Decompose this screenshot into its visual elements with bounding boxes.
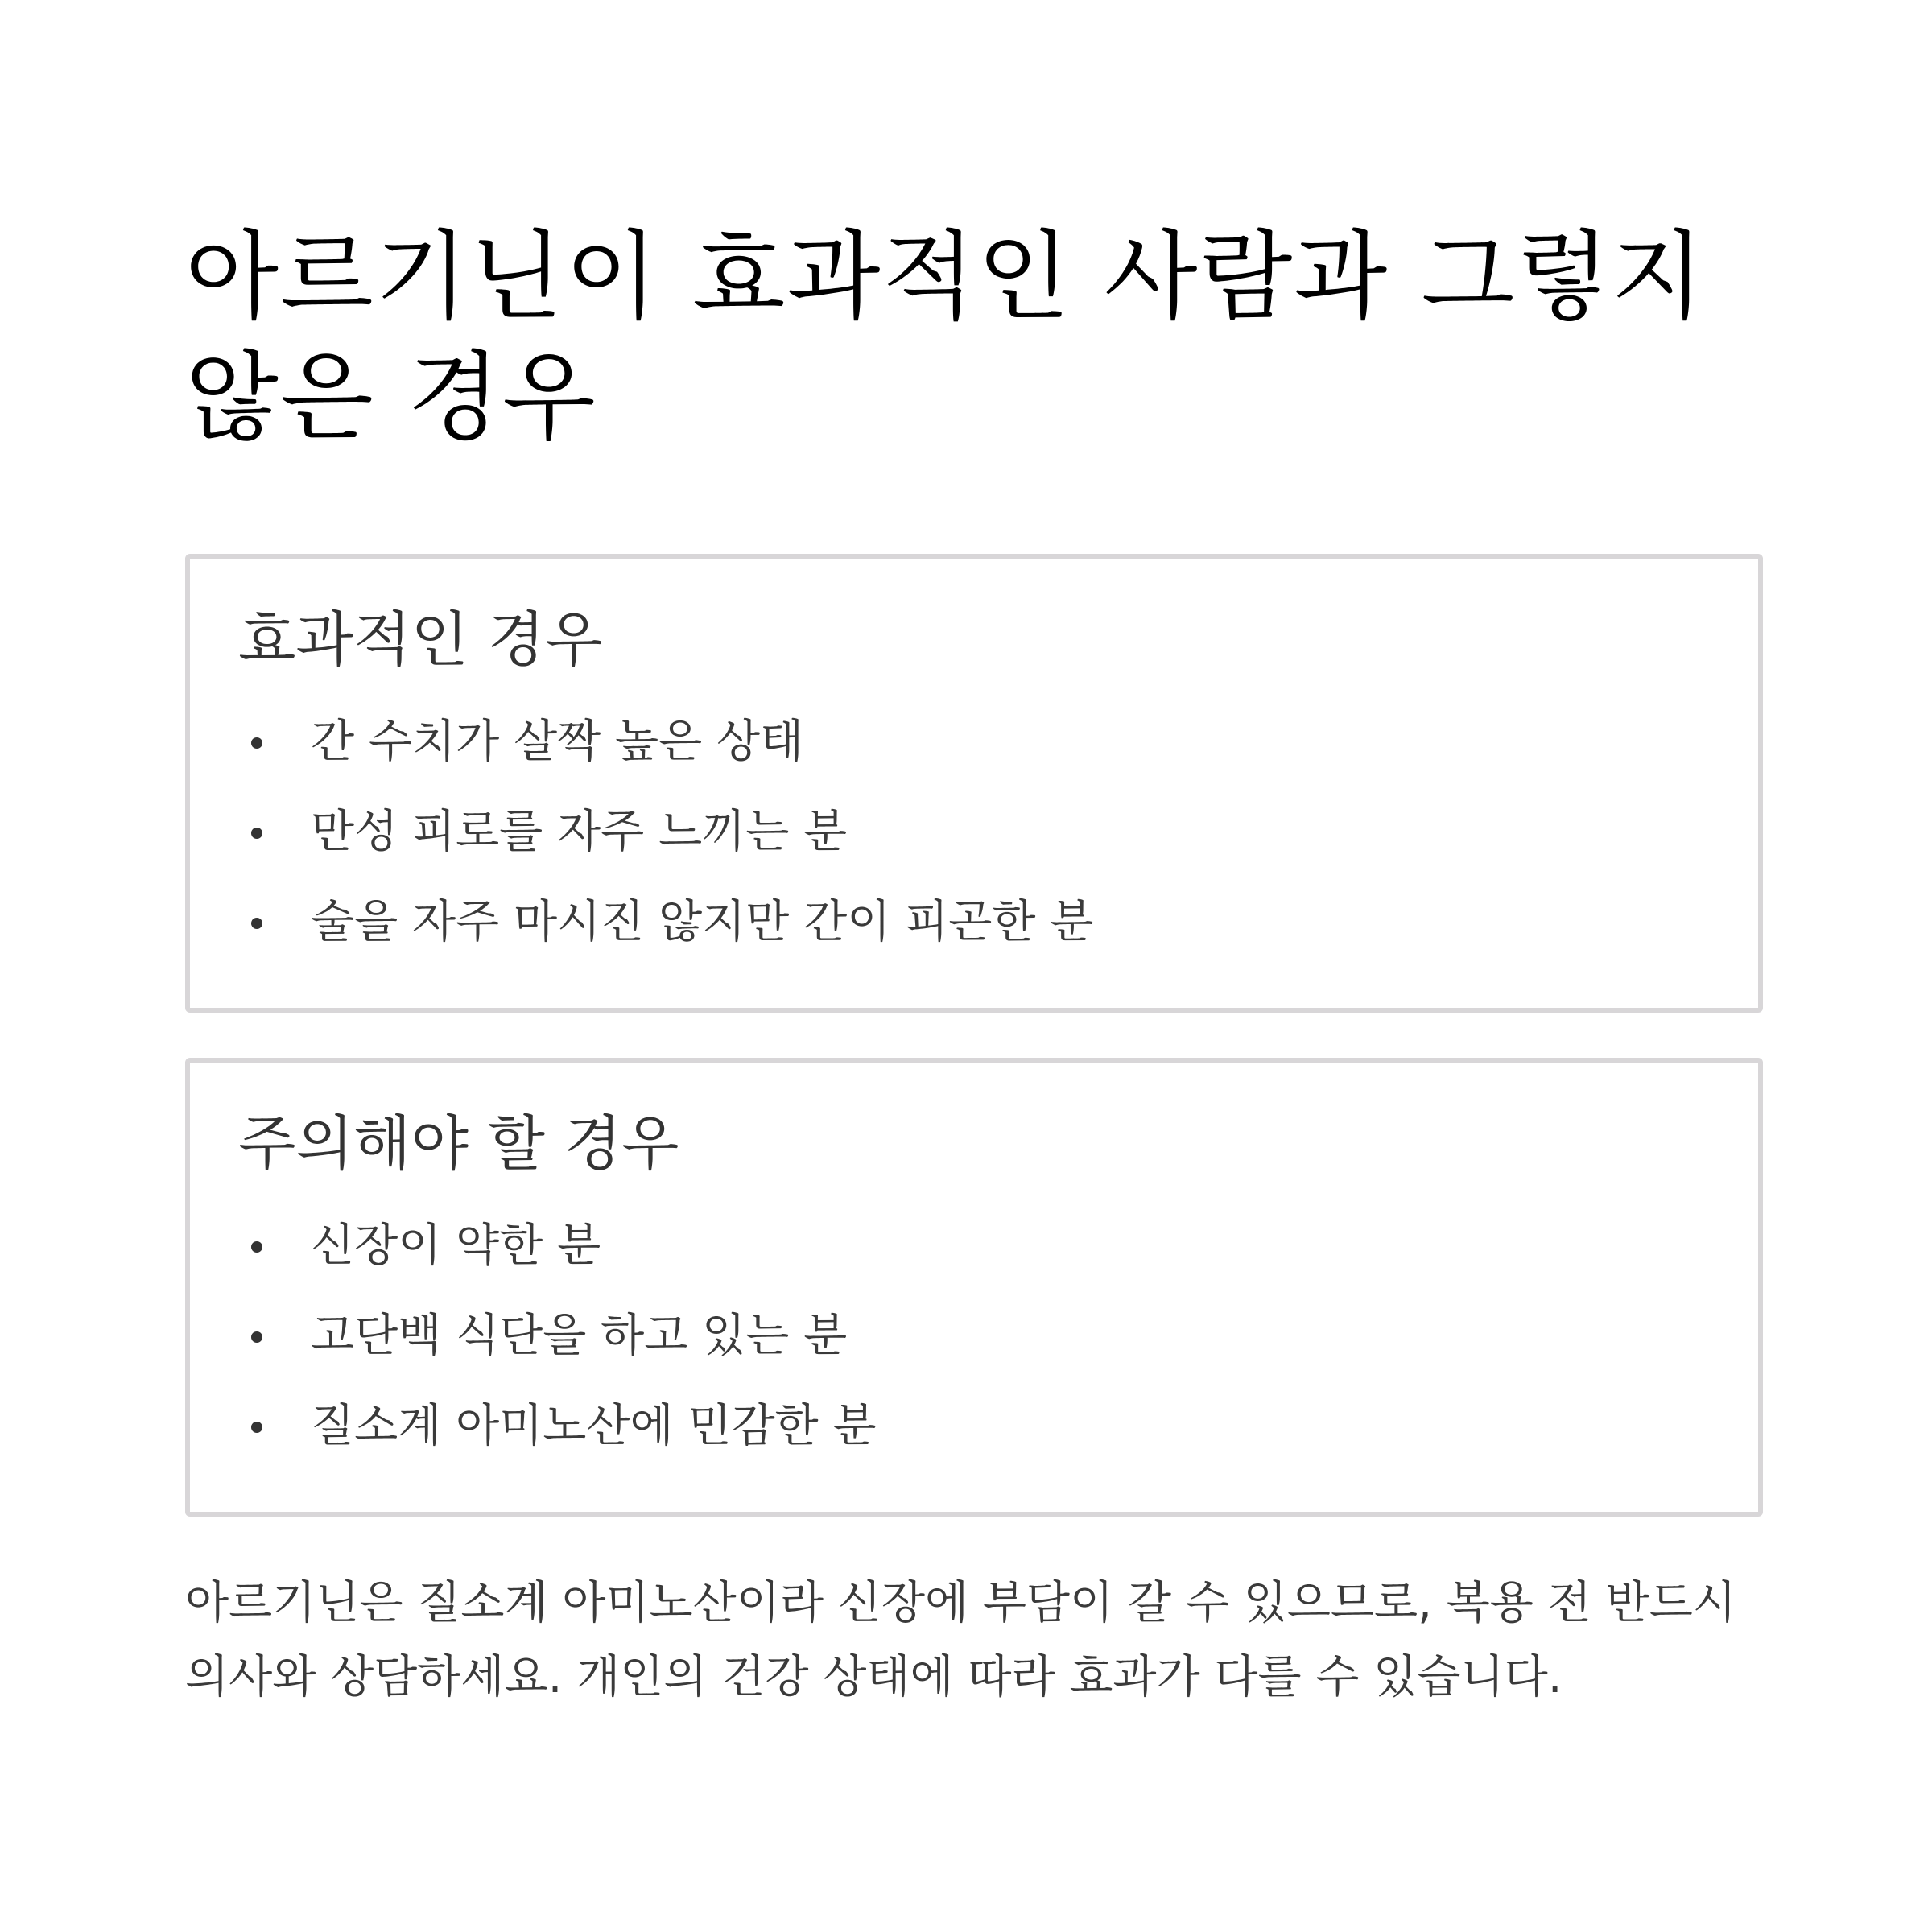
bullet-icon bbox=[251, 737, 262, 749]
list-item-text: 술을 자주 마시진 않지만 간이 피곤한 분 bbox=[311, 896, 1094, 948]
list-item bbox=[238, 1291, 1710, 1381]
list-item-text: 질소계 아미노산에 민감한 분 bbox=[311, 1400, 877, 1452]
bullet-icon bbox=[251, 828, 262, 839]
page-content bbox=[185, 217, 1763, 1715]
effective-cases-heading: 효과적인 경우 bbox=[238, 605, 603, 675]
bullet-icon bbox=[251, 918, 262, 929]
list-item bbox=[238, 877, 1710, 968]
caution-cases-card bbox=[185, 1058, 1763, 1517]
caution-cases-list bbox=[238, 1201, 1710, 1472]
list-item bbox=[238, 697, 1710, 787]
bullet-icon bbox=[251, 1422, 262, 1433]
list-item-text: 신장이 약한 분 bbox=[311, 1220, 601, 1272]
list-item-text: 만성 피로를 자주 느끼는 분 bbox=[311, 806, 848, 858]
list-item bbox=[238, 1381, 1710, 1472]
disclaimer-note: 아르기닌은 질소계 아미노산이라 신장에 부담이 갈 수 있으므로, 복용 전 반드시 의사와 상담하세요. 개인의 건강 상태에 따라 효과가 다를 수 있습니다. bbox=[185, 1577, 1736, 1703]
page-title: 아르기닌이 효과적인 사람과 그렇지 않은 경우 bbox=[185, 221, 1707, 454]
list-item-text: 간 수치가 살짝 높은 상태 bbox=[311, 716, 804, 768]
caution-cases-heading: 주의해야 할 경우 bbox=[238, 1109, 679, 1179]
list-item bbox=[238, 1201, 1710, 1291]
list-item bbox=[238, 787, 1710, 877]
bullet-icon bbox=[251, 1241, 262, 1253]
list-item-text: 고단백 식단을 하고 있는 분 bbox=[311, 1310, 848, 1362]
effective-cases-card bbox=[185, 554, 1763, 1013]
effective-cases-list bbox=[238, 697, 1710, 968]
bullet-icon bbox=[251, 1331, 262, 1343]
